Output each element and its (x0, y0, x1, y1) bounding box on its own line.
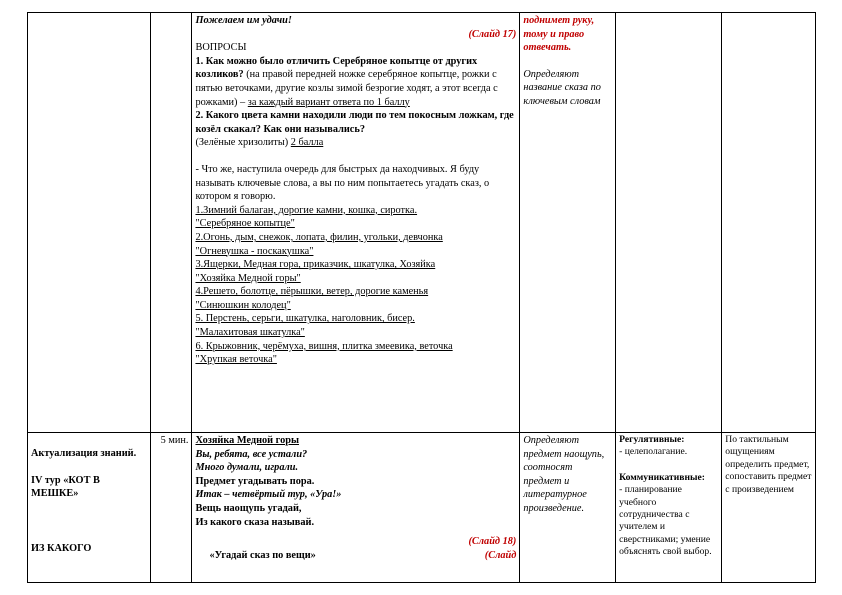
communicative-heading: Коммуникативные: (619, 471, 705, 483)
stage-title: Актуализация знаний. (31, 448, 137, 459)
uud-cell (616, 433, 722, 583)
time-value: 5 мин. (160, 435, 189, 446)
question-2-answer: (Зелёные хризолиты) (195, 137, 291, 149)
questions-heading: ВОПРОСЫ (195, 42, 247, 54)
keyword-item: 5. Перстень, серьги, шкатулка, наголовник, бисер. (195, 313, 415, 325)
stage-continuation: ИЗ КАКОГО (31, 542, 92, 554)
poem-line: Вещь наощупь угадай, (195, 502, 302, 514)
teacher-activity-cell (192, 433, 520, 583)
question-2-answer-line (195, 136, 516, 150)
tale-heading: Хозяйка Медной горы (195, 435, 300, 446)
slide-label: (Слайд 17) (468, 28, 517, 40)
slide-label: (Слайд 18) (468, 536, 517, 548)
question-1 (195, 55, 516, 109)
stage-cell (28, 13, 151, 433)
student-activity-text: Определяют предмет наощупь, соотносят предмет и литературное произведение. (523, 435, 605, 514)
tale-title: "Хрупкая веточка" (195, 354, 277, 366)
teacher-activity-cell (192, 13, 520, 433)
time-cell (150, 13, 192, 433)
tale-title: "Серебряное копытце" (195, 218, 295, 230)
regulative-item: - целеполагание. (619, 446, 688, 458)
poem-line: Много думали, играли. (195, 462, 299, 474)
question-1-text: 1. Как можно было отличить Серебряное копытце от других козликов? (195, 55, 478, 81)
regulative-heading: Регулятивные: (619, 434, 685, 445)
game-title: «Угадай сказ по вещи» (209, 549, 316, 561)
communicative-item: - планирование учебного сотрудничества с учителем и сверстниками; умение объяснять свой выбор. (619, 484, 712, 558)
result-cell (722, 433, 816, 583)
question-2-score: 2 балла (290, 137, 324, 149)
poem-line: Вы, ребята, все устали? (195, 448, 308, 460)
keyword-item: 4.Решето, болотце, пёрышки, ветер, дорогие каменья (195, 286, 429, 298)
table-row (28, 13, 816, 433)
tale-title: "Малахитовая шкатулка" (195, 327, 305, 339)
keyword-list (195, 204, 516, 367)
tale-title: "Огневушка - поскакушка" (195, 245, 314, 257)
tale-title: "Синюшкин колодец" (195, 299, 291, 311)
time-cell (150, 433, 192, 583)
student-activity-cell (520, 13, 616, 433)
question-2-text: 2. Какого цвета камни находили люди по тем покосным ложкам, где козёл скакал? Как они назывались? (195, 110, 514, 135)
game-line (195, 549, 516, 563)
tale-title: "Хозяйка Медной горы" (195, 272, 301, 284)
poem-line: Итак – четвёртый тур, «Ура!» (195, 489, 342, 501)
keyword-item: 6. Крыжовник, черёмуха, вишня, плитка змеевика, веточка (195, 340, 453, 352)
result-text: По тактильным ощущениям определить предмет, сопоставить предмет с произведением (725, 434, 812, 495)
student-activity-text: Определяют название сказа по ключевым словам (523, 68, 601, 107)
result-cell (722, 13, 816, 433)
question-1-answer: (на правой передней ножке серебряное копытце, рожки с пятью веточками, другие козлы зимой безрогие ходят, а этот всегда с рожками) – (195, 69, 498, 108)
poem-line: Из какого сказа называй. (195, 516, 315, 528)
wish-text: Пожелаем им удачи! (195, 15, 292, 26)
intro-text: - Что же, наступила очередь для быстрых да находчивых. Я буду называть ключевые слова, а вы по ним попытаетесь угадать сказ, о котором я говорю. (195, 163, 490, 203)
poem-line: Предмет угадывать пора. (195, 475, 315, 487)
student-activity-cell (520, 433, 616, 583)
question-1-score: за каждый вариант ответа по 1 баллу (247, 96, 410, 108)
keyword-item: 2.Огонь, дым, снежок, лопата, филин, угольки, девчонка (195, 231, 443, 243)
uud-cell (616, 13, 722, 433)
stage-cell (28, 433, 151, 583)
answer-rule-text: поднимет руку, тому и право отвечать. (523, 15, 595, 54)
slide-label: (Слайд (484, 549, 517, 561)
tour-title: IV тур «КОТ В МЕШКЕ» (31, 474, 100, 500)
lesson-plan-table (27, 12, 816, 583)
keyword-item: 3.Ящерки, Медная гора, приказчик, шкатулка, Хозяйка (195, 259, 436, 271)
keyword-item: 1.Зимний балаган, дорогие камни, кошка, сиротка. (195, 204, 418, 216)
question-2 (195, 109, 516, 136)
table-row (28, 433, 816, 583)
